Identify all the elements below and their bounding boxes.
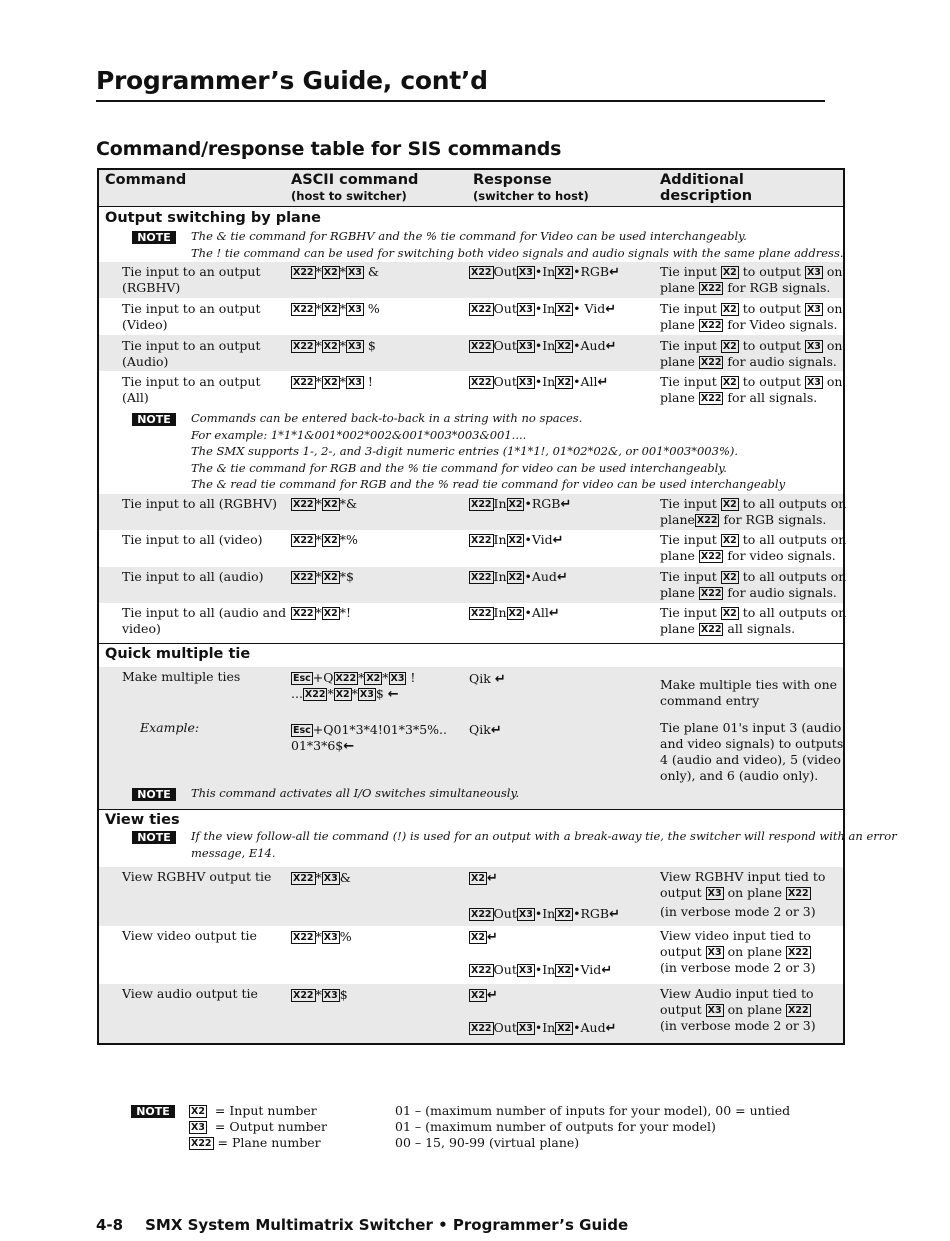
response-cell: X22 Out X3 •In X2 • Vid↵ — [471, 301, 617, 317]
command-cell: Tie input to all (RGBHV) — [122, 496, 278, 511]
response-cell: Qik ↵ — [469, 671, 506, 687]
command-cell: View audio output tie — [122, 986, 258, 1001]
ascii-cell: Esc +Q X22 * X2 * X3 ! ... X22 * X2 * X3 $ ← — [291, 670, 416, 702]
section-divider — [99, 643, 843, 644]
response-cell: X22 Out X3 •In X2 •All↵ — [471, 374, 609, 390]
legend-x2: X2 = Input number — [191, 1103, 317, 1118]
col-header-response-sub: (switcher to host) — [473, 189, 589, 203]
response-cell: X22 In X2 •RGB↵ — [471, 496, 572, 512]
col-header-ascii-label: ASCII command — [291, 172, 419, 188]
ascii-cell: X22 * X2 * X3 % — [293, 301, 380, 316]
note-text — [191, 410, 785, 493]
col-header-response-label: Response — [473, 172, 552, 188]
response-cell: X22 Out X3 •In X2 •RGB↵ — [471, 264, 620, 280]
section-title-quick-multiple-tie: Quick multiple tie — [105, 646, 251, 662]
response-cell: X2 ↵ X22 Out X3 •In X2 •RGB↵ — [471, 871, 620, 922]
description-cell: Tie input X2 to all outputs on plane X22 for video signals. — [660, 532, 847, 563]
response-cell: X22 In X2 •Aud↵ — [471, 569, 568, 585]
legend-x3-range: 01 – (maximum number of outputs for your model) — [395, 1119, 716, 1134]
return-icon: ↵ — [548, 606, 560, 621]
page-footer — [96, 1216, 628, 1234]
col-header-desc-l2: description — [660, 188, 753, 204]
col-header-description — [660, 172, 752, 204]
return-icon: ↵ — [486, 871, 498, 886]
ascii-cell: X22 * X2 *& — [293, 496, 358, 511]
ascii-cell: X22 * X2 * X3 ! — [293, 374, 373, 389]
note-line: If the view follow-all tie command (!) is used for an output with a break-away tie, the switcher will respond with an error — [191, 829, 897, 843]
note-line: The ! tie command can be used for switching both video signals and audio signals with the same plane address. — [191, 245, 844, 260]
description-cell: Tie input X2 to output X3 on plane X22 for RGB signals. — [660, 264, 843, 295]
footer-title: SMX System Multimatrix Switcher • Programmer’s Guide — [145, 1216, 629, 1234]
response-cell: X22 In X2 •Vid↵ — [471, 532, 564, 548]
ascii-cell: X22 * X3 $ — [293, 987, 348, 1002]
response-cell: X22 Out X3 •In X2 •Aud↵ — [471, 338, 617, 354]
section-title-view-ties: View ties — [105, 812, 180, 828]
note-text — [191, 228, 844, 261]
description-cell: Tie input X2 to all outputs on plane X22 for RGB signals. — [660, 496, 847, 527]
return-icon: ↵ — [560, 497, 572, 512]
response-cell: X2 ↵ X22 Out X3 •In X2 •Vid↵ — [471, 930, 613, 978]
note-badge: NOTE — [132, 788, 176, 801]
page-title: Programmer’s Guide, cont’d — [96, 66, 488, 95]
ascii-cell: X22 * X3 % — [293, 929, 352, 944]
command-cell: View video output tie — [122, 928, 257, 943]
legend-x2-range: 01 – (maximum number of inputs for your model), 00 = untied — [395, 1103, 791, 1118]
return-icon: ↵ — [486, 988, 498, 1003]
return-arrow-icon: ← — [387, 687, 399, 702]
ascii-cell: X22 * X2 * X3 & — [293, 264, 380, 279]
return-icon: ↵ — [605, 1021, 617, 1036]
return-icon: ↵ — [556, 570, 568, 585]
note-line: message, E14. — [191, 845, 276, 860]
note-line: For example: 1*1*1&001*002*002&001*003*003&001.... — [191, 427, 527, 442]
footer-page-number: 4-8 — [96, 1216, 124, 1234]
title-rule — [96, 100, 825, 102]
section-divider — [99, 809, 843, 810]
note-badge: NOTE — [131, 1105, 175, 1118]
description-cell: Tie input X2 to output X3 on plane X22 for all signals. — [660, 374, 843, 405]
legend-x22-range: 00 – 15, 90-99 (virtual plane) — [395, 1135, 580, 1150]
command-cell: View RGBHV output tie — [122, 869, 272, 884]
command-cell: Tie input to all (audio) — [122, 569, 264, 584]
ascii-cell: X22 * X3 & — [293, 870, 351, 885]
return-icon: ↵ — [552, 533, 564, 548]
description-cell: Tie input X2 to output X3 on plane X22 for audio signals. — [660, 338, 843, 369]
table-title: Command/response table for SIS commands — [96, 138, 562, 160]
note-badge: NOTE — [132, 413, 176, 426]
return-icon: ↵ — [494, 672, 506, 687]
note-line: The & tie command for RGB and the % tie command for video can be used interchangeably. — [191, 460, 727, 475]
return-icon: ↵ — [605, 302, 617, 317]
note-text — [191, 828, 897, 861]
col-header-command: Command — [105, 172, 187, 188]
description-cell: Tie input X2 to all outputs on plane X22 for audio signals. — [660, 569, 847, 600]
note-line: Commands can be entered back-to-back in a string with no spaces. — [191, 411, 583, 425]
note-badge: NOTE — [132, 231, 176, 244]
ascii-cell: X22 * X2 *$ — [293, 569, 354, 584]
return-icon: ↵ — [609, 265, 620, 280]
header-divider — [99, 206, 843, 207]
return-icon: ↵ — [601, 963, 613, 978]
response-cell: X22 In X2 •All↵ — [471, 605, 560, 621]
return-icon: ↵ — [486, 930, 498, 945]
command-cell: Tie input to an output (Video) — [122, 301, 261, 332]
description-cell: Tie plane 01's input 3 (audio and video signals) to outputs 4 (audio and video), 5 (video only), and 6 (audio only). — [660, 720, 844, 783]
command-cell: Make multiple ties — [122, 669, 241, 684]
return-icon: ↵ — [605, 339, 617, 354]
description-cell: View video input tied to output X3 on plane X22 (in verbose mode 2 or 3) — [660, 928, 816, 975]
section-title-output-switching: Output switching by plane — [105, 210, 321, 226]
command-cell: Tie input to all (audio and video) — [122, 605, 287, 636]
example-label: Example: — [140, 720, 200, 735]
description-cell: View RGBHV input tied to output X3 on plane X22 (in verbose mode 2 or 3) — [660, 869, 826, 919]
response-cell: Qik↵ — [469, 722, 502, 738]
return-icon: ↵ — [597, 375, 609, 390]
legend-x22: X22 = Plane number — [191, 1135, 321, 1150]
legend-x3: X3 = Output number — [191, 1119, 328, 1134]
ascii-cell: Esc +Q01*3*4!01*3*5%.. 01*3*6$← — [291, 722, 447, 754]
ascii-cell: X22 * X2 *! — [293, 605, 352, 620]
return-arrow-icon: ← — [343, 739, 355, 754]
return-icon: ↵ — [609, 907, 620, 922]
note-text: This command activates all I/O switches simultaneously. — [191, 786, 520, 800]
col-header-ascii-sub: (host to switcher) — [291, 189, 407, 203]
col-header-response — [473, 172, 589, 204]
col-header-ascii — [291, 172, 418, 204]
note-line: The SMX supports 1-, 2-, and 3-digit numeric entries (1*1*1!, 01*02*02&, or 001*003*003%). — [191, 444, 739, 458]
ascii-cell: X22 * X2 *% — [293, 532, 358, 547]
description-cell: View Audio input tied to output X3 on plane X22 (in verbose mode 2 or 3) — [660, 986, 816, 1033]
description-cell: Tie input X2 to all outputs on plane X22 all signals. — [660, 605, 847, 636]
return-icon: ↵ — [490, 723, 502, 738]
col-header-desc-l1: Additional — [660, 172, 744, 188]
note-line: The & read tie command for RGB and the % read tie command for video can be used interchangeably — [191, 477, 786, 491]
description-cell: Make multiple ties with one command entry — [660, 677, 838, 708]
ascii-cell: X22 * X2 * X3 $ — [293, 338, 376, 353]
command-cell: Tie input to an output (All) — [122, 374, 261, 405]
note-line: The & tie command for RGBHV and the % tie command for Video can be used interchangeably. — [191, 229, 747, 243]
command-cell: Tie input to an output (RGBHV) — [122, 264, 261, 295]
command-cell: Tie input to all (video) — [122, 532, 263, 547]
command-cell: Tie input to an output (Audio) — [122, 338, 261, 369]
response-cell: X2 ↵ X22 Out X3 •In X2 •Aud↵ — [471, 988, 617, 1036]
note-badge: NOTE — [132, 831, 176, 844]
description-cell: Tie input X2 to output X3 on plane X22 for Video signals. — [660, 301, 843, 332]
